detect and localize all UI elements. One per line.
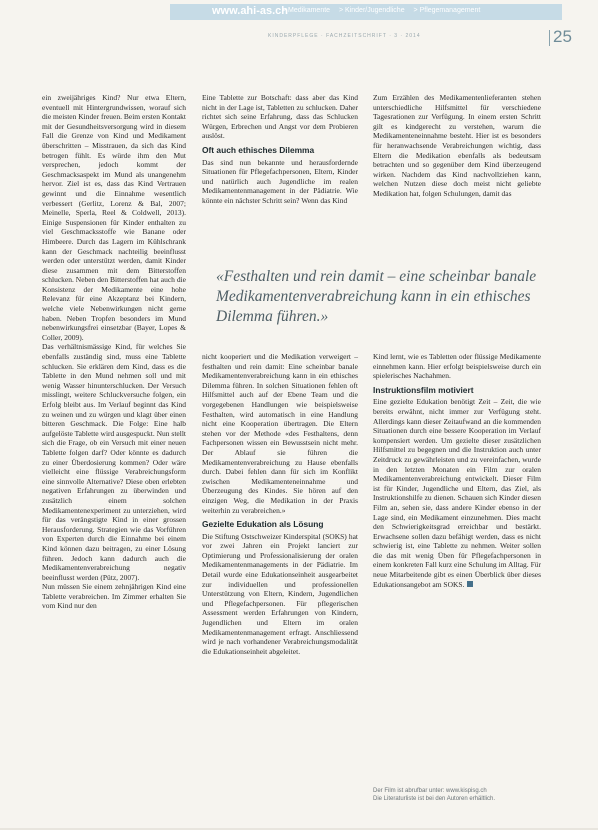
section-heading: Instruktionsfilm motiviert — [373, 384, 474, 395]
page-number-divider — [549, 30, 550, 46]
column-left — [42, 93, 186, 611]
page-header — [0, 0, 598, 46]
film-link-note[interactable]: Der Film ist abrufbar unter: www.kispisg.ch — [373, 788, 487, 794]
page-number: 25 — [553, 27, 572, 46]
topic-tag[interactable]: > Kinder/Jugendliche — [339, 7, 405, 14]
section-heading: Gezielte Edukation als Lösung — [202, 519, 324, 530]
column-right-top — [373, 93, 541, 199]
section-heading: Oft auch ethisches Dilemma — [202, 144, 315, 155]
topic-tags — [282, 7, 487, 14]
article-end-mark — [467, 581, 473, 587]
literature-note: Die Literaturliste ist bei den Autoren erhältlich. — [373, 796, 496, 802]
site-url[interactable]: www.ahi-as.ch — [212, 5, 289, 17]
body-paragraph: Das verhältnismässige Kind, für welches Sie ebenfalls zuständig sind, muss eine Tablette schlucken. Sie erklären dem Kind, dass es die Tablette in den Mund nehmen soll und mit wenig Wasser hinunterschlucken. Der Versuch misslingt, weitere Schluckversuche folgen, ein Erfolg bleibt aus. Im Verlauf beginnt das Kind zu weinen und zu würgen und klagt über einen bitteren Geschmack. Die Folge: Eine halb aufgelöste Tablette wird ausgespuckt. Nun stellt sich die Frage, ob ein Versuch mit einer neuen Tablette folgen darf? Oder könnte es dadurch zu einer Überdosierung kommen? Oder wäre vielleicht eine flüssige Verabreichungsform eine sinnvolle Alternative? Diese oben erlebten negativen Erfahrungen zu überwinden und zusätzlich einem solchen Medikamentenexperiment zu unterziehen, wird für das verängstigte Kind in einer grossen Herausforderung. Strategien wie das Vorführen von Experten durch die Einnahme bei einem Kind können dazu beitragen, zu einer Lösung führen. Jedoch kann dadurch auch die Medikamentenverabreichung negativ beeinflusst werden (Pütz, 2007). — [42, 342, 186, 582]
body-paragraph: Nun müssen Sie einem zehnjährigen Kind eine Tablette verabreichen. Im Zimmer erhalten Sie vom Kind nur den — [42, 582, 186, 611]
body-paragraph: Eine Tablette zur Botschaft: dass aber das Kind nicht in der Lage ist, Tabletten zu schlucken. Daher richtet sich seine Erfahrung, dass das Schlucken Würgen, Erbrechen und Angst vor dem Probieren auslöst. — [202, 93, 358, 141]
topic-tag[interactable]: > Medikamente — [282, 7, 331, 14]
column-middle-top — [202, 93, 358, 206]
body-paragraph: Kind lernt, wie es Tabletten oder flüssige Medikamente einnehmen kann. Hier erfolgt beispielsweise durch ein spielerisches Nachahmen. — [373, 352, 541, 381]
pull-quote: «Festhalten und rein damit – eine scheinbar banale Medikamentenverabreichung kann in ein ethisches Dilemma führen.» — [216, 268, 537, 325]
body-text: Eine gezielte Edukation benötigt Zeit – Zeit, die wie bereits erwähnt, nicht immer zur Verfügung steht. Allerdings kann dieser Zeitaufwand an die kommenden Situationen durch eine bessere Kooperation im Verlauf kompensiert werden. Um gezielte dieser zusätzlichen Hilfsmittel zu begegnen und die Instruktion auch unter Zeitdruck zu gewährleisten und zu vereinfachen, wurde in den letzten Monaten ein Film zur oralen Medikamentenverabreichung entwickelt. Dieser Film ist für Kinder, Jugendliche und Eltern, das Ziel, als Instruktionshilfe zu dienen. Schauen sich Kinder diesen Film an, sehen sie, dass andere Kinder ebenso in der Lage sind, ein Medikament einzunehmen. Dies macht den Schwierigkeitsgrad erreichbar und bestärkt. Erwachsene sollen dazu befähigt werden, dass es nicht schwierig ist, eine Tablette zu nehmen. Weiter sollen die das mit wenig Üben für Pflegefachpersonen in einem konkreten Fall kurz eine Schulung im Alltag. Für neue Mitarbeitende gibt es einen Überblick über dieses Edukationsangebot am SOKS. — [373, 397, 541, 589]
body-paragraph: nicht kooperiert und die Medikation verweigert – festhalten und rein damit: Eine scheinbar banale Medikamentenverabreichung kann in ein ethisches Dilemma führen. In solchen Situationen fehlen oft Hilfsmittel auch auf der Ebene Team und die vorgegebenen Handlungen wie beispielsweise Festhalten, wird automatisch in eine Handlung nicht eine Kooperation übertragen. Die Eltern stehen vor der Methode «des Festhaltens, denn Fachpersonen wissen ein Bewusstsein nicht mehr. Der Ablauf sie führen die Medikamentenverabreichung zu Hause ebenfalls durch. Dabei fehlen dann für sich im Konflikt zwischen Medikamenteneinnahme und Überzeugung des Kindes. Sie hören auf den einzigen Weg, die Medikation in der Praxis weiterhin zu verabreichen.» — [202, 352, 358, 515]
body-paragraph: Die Stiftung Ostschweizer Kinderspital (SOKS) hat vor zwei Jahren ein Projekt lanciert zur Optimierung und Professionalisierung der oralen Medikamentenmanagements in der Pädiatrie. Im Detail wurde eine Edukationseinheit ausgearbeitet zur individuellen und professionellen Unterstützung von Eltern, Kindern, Jugendlichen und Pflegefachpersonen. Für pflegerischen Assessment werden Erfahrungen von Kindern, Jugendlichen und Eltern im oralen Medikamentenmanagement erfragt. Anschliessend wird je nach vorhandener Verabreichungsmodalität die Edukationseinheit abgeleitet. — [202, 531, 358, 656]
footnote — [373, 787, 543, 803]
body-paragraph — [373, 397, 541, 589]
body-paragraph: Das sind nun bekannte und herausfordernde Situationen für Pflegefachpersonen, Eltern, Kinder und natürlich auch Jugendliche im realen Medikamentenmanagement in der Pädiatrie. Wie könnte ein nächster Schritt sein? Wenn das Kind — [202, 157, 358, 205]
issue-line: KINDERPFLEGE · FACHZEITSCHRIFT · 3 · 2014 — [268, 33, 421, 39]
body-paragraph: ein zweijähriges Kind? Nur etwa Eltern, eventuell mit Hintergrundwissen, worauf sich die meisten Kinder freuen. Beim ersten Kontakt mit der Gesundheitsversorgung wird in diesem Fall die Grenze von Kind und Medikament überschritten – Misstrauen, da sich das Kind betrogen fühlt. Es würde ihm den Mut versprechen, jedoch kommt der Geschmacksaspekt im Mund als unangenehm hervor. Ziel ist es, dass das Kind Vertrauen gewinnt und die Einnahme wesentlich verbessert (Gerlitz, Lorenz & Bal, 2007; Meinelle, Sperla, Reel & Coldwell, 2013). Einige Suspensionen für Kinder enthalten zu viel Geschmacksstoffe wie Banane oder Himbeere. Durch das Lagern im Kühlschrank kann der Geschmack nachteilig beeinflusst werden oder unterstützt werden, damit Kinder diese zusammen mit dem Bitterstoffen schlucken. Neben den Bitterstoffen hat auch die Konsistenz der Medikamente eine hohe Relevanz für eine Akzeptanz bei Kindern, welche viele Nebenwirkungen nicht gerne haben. Neben Tropfen besonders im Mund nebenwirkungsfrei einsetzbar (Bayer, Lopes & Coller, 2009). — [42, 93, 186, 342]
topic-tag[interactable]: > Pflegemanagement — [413, 7, 481, 14]
column-middle-bottom — [202, 352, 358, 656]
body-paragraph: Zum Erzählen des Medikamentenlieferanten stehen unterschiedliche Hilfsmittel für verschiedene Tagesrationen zur Verfügung. In einem ersten Schritt gilt es kindgerecht zu verstehen, warum die Medikamenteneinnahme besteht. Hier ist es besonders für heranwachsende Verabreichungen wichtig, dass Eltern die Medikation ebenfalls als bedeutsam betrachten und so gegenüber dem Kind überzeugend wirken. Nachdem das Kind nachvollziehen kann, welchen Nutzen diese doch meist nicht geliebte Medikation hat, folgen Schulungen, damit das — [373, 93, 541, 198]
column-right-bottom — [373, 352, 541, 589]
